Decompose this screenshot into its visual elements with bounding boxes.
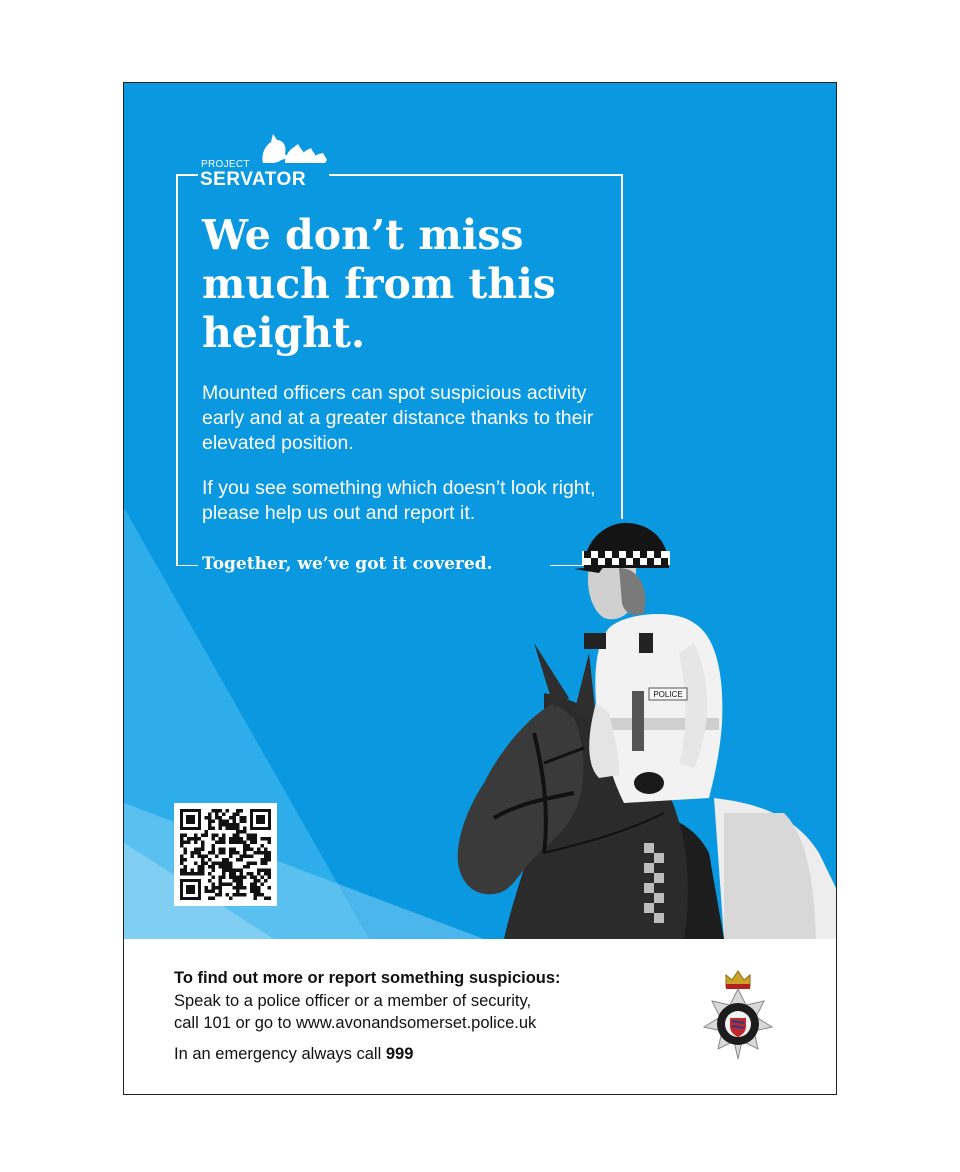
footer-contact-line-2[interactable]: call 101 or go to www.avonandsomerset.police.uk xyxy=(174,1014,537,1032)
logo-project-text: PROJECT xyxy=(201,159,250,170)
footer xyxy=(124,939,836,1094)
poster xyxy=(123,82,837,1095)
headline: We don’t miss much from this height. xyxy=(202,211,556,357)
logo-servator-text: SERVATOR xyxy=(200,169,307,190)
blue-panel xyxy=(124,83,836,939)
paragraph-mounted-officers: Mounted officers can spot suspicious activity early and at a greater distance thanks to their elevated position. xyxy=(202,382,594,454)
tagline: Together, we’ve got it covered. xyxy=(202,554,493,574)
emergency-prefix: In an emergency always call xyxy=(174,1045,386,1063)
footer-heading: To find out more or report something suspicious: xyxy=(174,969,561,987)
mounted-police-officer-photo xyxy=(424,513,836,939)
footer-contact-line-1: Speak to a police officer or a member of security, xyxy=(174,992,532,1010)
qr-code-icon[interactable] xyxy=(174,803,277,906)
avon-and-somerset-constabulary-crest-icon xyxy=(696,967,780,1067)
footer-emergency-line xyxy=(174,1045,413,1064)
vest-police-text: POLICE xyxy=(653,690,683,699)
emergency-number: 999 xyxy=(385,1045,414,1063)
paragraph-report: If you see something which doesn’t look right, please help us out and report it. xyxy=(202,477,596,524)
